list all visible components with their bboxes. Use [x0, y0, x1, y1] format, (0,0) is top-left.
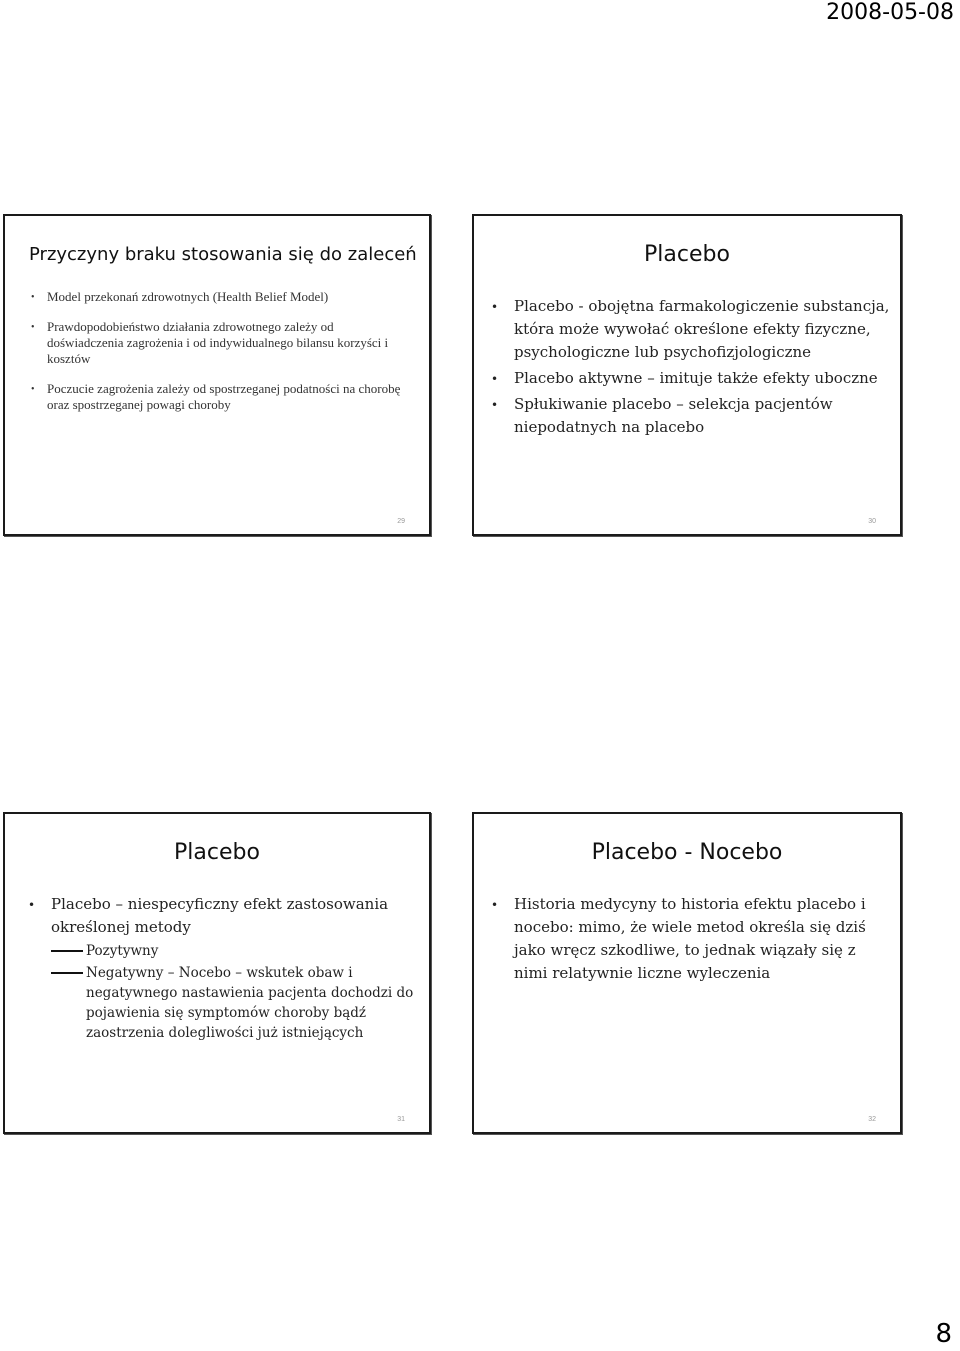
sub-list-item: [51, 941, 428, 961]
bullet-icon: •: [491, 898, 499, 912]
bullet-text: Prawdopodobieństwo działania zdrowotnego zależy od doświadczenia zagrożenia i od indywidualnego bilansu korzyści i kosztów: [47, 319, 389, 366]
list-item: [491, 295, 891, 364]
bullet-text: Placebo – niespecyficzny efekt zastosowania określonej metody: [51, 895, 389, 936]
bullet-list: [491, 893, 891, 985]
slide-31: [3, 812, 431, 1134]
slide-number: 31: [397, 1116, 405, 1123]
bullet-text: Placebo - obojętna farmakologiczenie substancja, która może wywołać określone efekty fizyczne, psychologiczne lub psychofizjologiczne: [514, 297, 890, 361]
sub-list: [51, 941, 428, 1043]
sub-bullet-text: Pozytywny: [86, 943, 159, 959]
slide-title: Placebo: [174, 840, 260, 865]
bullet-text: Historia medycyny to historia efektu placebo i nocebo: mimo, że wiele metod określa się dziś jako wręcz szkodliwe, to jednak wiązały się z nimi relatywnie liczne wyleczenia: [514, 895, 866, 982]
list-item: [28, 893, 428, 1043]
bullet-list: [491, 295, 891, 442]
slide-number: 32: [868, 1116, 876, 1123]
slide-number: 29: [397, 518, 405, 525]
slide-title: Placebo: [644, 242, 730, 267]
slide-30: [472, 214, 902, 536]
slide-title: Przyczyny braku stosowania się do zaleceń: [29, 244, 417, 265]
bullet-icon: •: [31, 322, 35, 333]
sub-bullet-text: Negatywny – Nocebo – wskutek obaw i negatywnego nastawienia pacjenta dochodzi do pojawienia się symptomów choroby bądź zaostrzenia dolegliwości już istniejących: [86, 965, 414, 1041]
sub-list-item: [51, 963, 428, 1043]
bullet-icon: •: [491, 398, 499, 412]
bullet-text: Poczucie zagrożenia zależy od spostrzeganej podatności na chorobę oraz spostrzeganej powagi choroby: [47, 381, 401, 412]
list-item: [31, 319, 411, 367]
bullet-icon: •: [31, 384, 35, 395]
list-item: [31, 289, 411, 305]
dash-icon: [51, 972, 83, 974]
header-date: 2008-05-08: [826, 0, 954, 25]
bullet-icon: •: [491, 372, 499, 386]
slide-29: [3, 214, 431, 536]
slide-title: Placebo - Nocebo: [591, 840, 783, 865]
slide-32: [472, 812, 902, 1134]
bullet-text: Spłukiwanie placebo – selekcja pacjentów niepodatnych na placebo: [514, 395, 833, 436]
list-item: [491, 393, 891, 439]
dash-icon: [51, 950, 83, 952]
bullet-list: [28, 893, 428, 1045]
bullet-text: Model przekonań zdrowotnych (Health Belief Model): [47, 289, 329, 304]
list-item: [31, 381, 411, 413]
slide-number: 30: [868, 518, 876, 525]
page-number: 8: [935, 1319, 952, 1349]
bullet-text: Placebo aktywne – imituje także efekty uboczne: [514, 369, 878, 387]
list-item: [491, 367, 891, 390]
bullet-icon: •: [28, 898, 36, 912]
bullet-icon: •: [491, 300, 499, 314]
bullet-icon: •: [31, 292, 35, 303]
bullet-list: [31, 289, 411, 427]
list-item: [491, 893, 891, 985]
